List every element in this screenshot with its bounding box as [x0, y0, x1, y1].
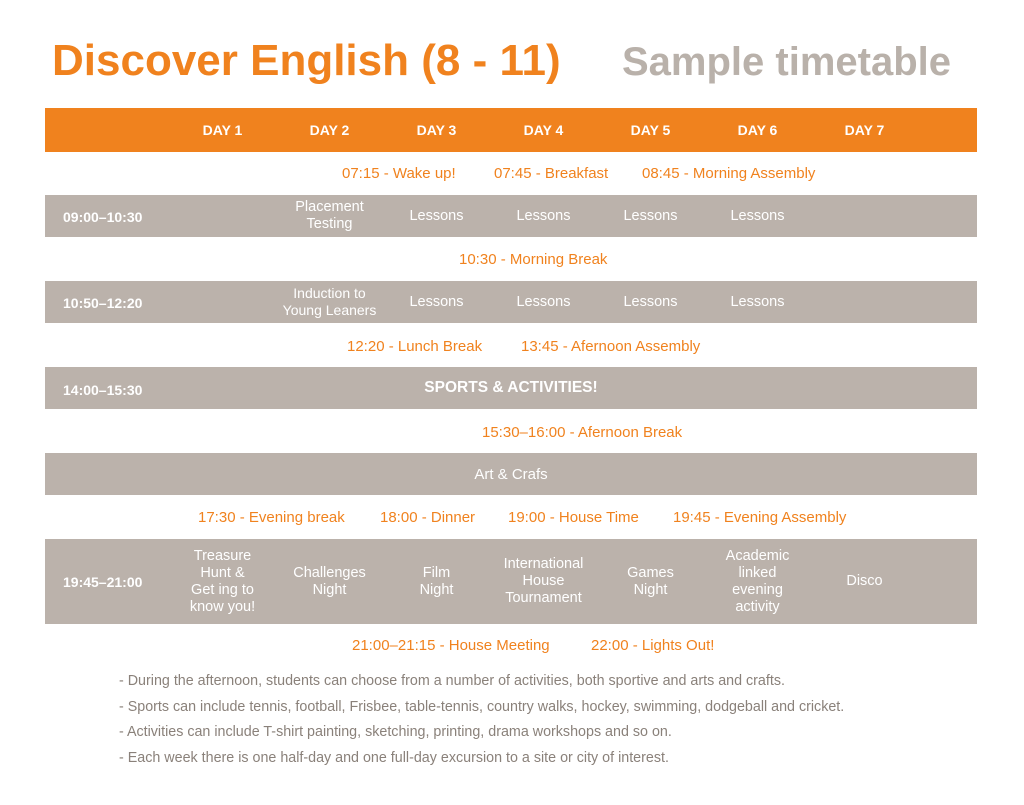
day-1-header: DAY 1	[202, 122, 243, 138]
event-evening-assembly: 19:45 - Evening Assembly	[673, 509, 847, 526]
note-item: - Sports can include tennis, football, Frisbee, table-tennis, country walks, hockey, swimming, dodgeball and cricket.	[119, 698, 845, 715]
day-2-cell: Placement Testing	[295, 199, 364, 232]
day-6-cell: Lessons	[730, 293, 785, 310]
timetable-row-afternoon	[45, 367, 977, 409]
day-7-cell	[811, 195, 918, 237]
day-1-cell	[169, 281, 276, 323]
day-4-cell: Lessons	[516, 207, 571, 224]
event-dinner: 18:00 - Dinner	[380, 509, 476, 526]
event-lights-out: 22:00 - Lights Out!	[591, 637, 715, 654]
day-4-cell: International House Tournament	[503, 556, 584, 606]
timetable-row-evening	[45, 539, 977, 624]
timetable-row-morning-2	[45, 281, 977, 323]
day-3-header: DAY 3	[416, 122, 457, 138]
event-house-time: 19:00 - House Time	[508, 509, 639, 526]
event-afternoon-break: 15:30–16:00 - Afernoon Break	[482, 424, 683, 441]
timetable-row-arts	[45, 453, 977, 495]
event-breakfast: 07:45 - Breakfast	[494, 165, 609, 182]
day-7-header: DAY 7	[844, 122, 885, 138]
sports-activities-cell: SPORTS & ACTIVITIES!	[424, 379, 598, 396]
day-3-cell: Lessons	[409, 293, 464, 310]
day-7-cell	[811, 281, 918, 323]
row-time: 14:00–15:30	[63, 382, 143, 398]
day-5-cell: Games Night	[627, 564, 674, 598]
day-7-cell: Disco	[846, 573, 883, 589]
page-title: Discover English (8 - 11)	[52, 36, 561, 85]
day-2-cell: Induction to Young Leaners	[282, 285, 377, 318]
row-time: 19:45–21:00	[63, 574, 143, 590]
day-6-header: DAY 6	[737, 122, 778, 138]
day-1-cell	[169, 195, 276, 237]
day-6-cell: Lessons	[730, 207, 785, 224]
day-5-cell: Lessons	[623, 207, 678, 224]
note-item: - Each week there is one half-day and one full-day excursion to a site or city of interest.	[119, 749, 669, 766]
day-4-header: DAY 4	[523, 122, 564, 138]
day-4-cell: Lessons	[516, 293, 571, 310]
day-2-cell: Challenges Night	[293, 564, 366, 598]
page-subtitle: Sample timetable	[622, 40, 952, 84]
day-6-cell: Academic linked evening activity	[725, 547, 790, 615]
event-afternoon-assembly: 13:45 - Afernoon Assembly	[521, 338, 701, 355]
day-3-cell: Lessons	[409, 207, 464, 224]
note-item: - During the afternoon, students can choose from a number of activities, both sportive and arts and crafts.	[119, 673, 785, 689]
event-morning-assembly: 08:45 - Morning Assembly	[642, 165, 816, 182]
event-wake-up: 07:15 - Wake up!	[342, 165, 456, 182]
event-house-meeting: 21:00–21:15 - House Meeting	[352, 637, 550, 654]
notes-list	[119, 672, 844, 774]
row-time: 10:50–12:20	[63, 295, 143, 311]
day-1-cell: Treasure Hunt & Get ing to know you!	[189, 547, 256, 615]
day-5-cell: Lessons	[623, 293, 678, 310]
event-lunch-break: 12:20 - Lunch Break	[347, 338, 483, 355]
day-header-bar	[45, 108, 977, 152]
event-evening-break: 17:30 - Evening break	[198, 509, 345, 526]
row-time: 09:00–10:30	[63, 209, 143, 225]
day-2-header: DAY 2	[309, 122, 350, 138]
day-3-cell: Film Night	[419, 564, 454, 598]
event-morning-break: 10:30 - Morning Break	[459, 251, 608, 268]
arts-crafts-cell: Art & Crafs	[474, 465, 548, 483]
note-item: - Activities can include T-shirt painting, sketching, printing, drama workshops and so on.	[119, 724, 672, 740]
day-5-header: DAY 5	[630, 122, 671, 138]
timetable-row-morning-1	[45, 195, 977, 237]
